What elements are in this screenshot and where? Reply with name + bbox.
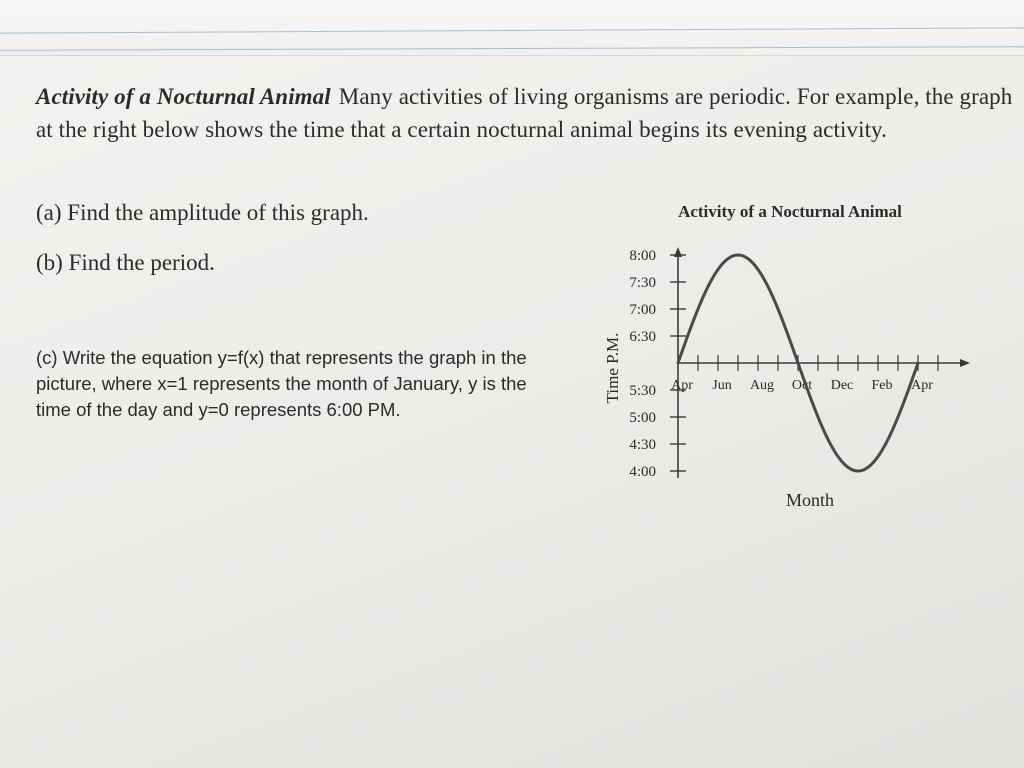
question-c: (c) Write the equation y=f(x) that represents the graph in the picture, where x=1 represents the month of January, y is the time of the day and y=0 represents 6:00 PM. xyxy=(36,347,527,420)
chart-title: Activity of a Nocturnal Animal xyxy=(678,202,902,221)
x-tick-label: Jun xyxy=(712,378,732,393)
y-tick-label: 7:00 xyxy=(629,302,656,318)
y-tick-label: 6:30 xyxy=(629,329,656,345)
x-tick-label: Dec xyxy=(830,378,854,393)
y-tick-label: 8:00 xyxy=(629,248,656,264)
x-tick-label: Apr xyxy=(671,378,693,393)
x-tick-label: Oct xyxy=(791,378,813,393)
x-axis-arrow xyxy=(960,359,970,367)
x-tick-label: Apr xyxy=(911,378,933,393)
x-axis-label: Month xyxy=(785,490,834,510)
problem-intro xyxy=(36,80,1021,146)
y-tick-label: 5:30 xyxy=(629,383,656,399)
question-a: (a) Find the amplitude of this graph. xyxy=(36,200,369,225)
problem-intro-text: Many activities of living organisms are periodic. For example, the graph at the right below shows the time that a certain nocturnal animal begins its evening activity. xyxy=(36,84,1013,142)
y-tick-label: 7:30 xyxy=(629,275,656,291)
y-tick-label: 4:30 xyxy=(629,437,656,453)
x-tick-label: Aug xyxy=(749,378,775,393)
x-tick-label: Feb xyxy=(871,378,893,393)
y-tick-label: 5:00 xyxy=(629,410,656,426)
problem-title: Activity of a Nocturnal Animal xyxy=(36,84,331,109)
y-tick-label: 4:00 xyxy=(629,464,656,480)
activity-chart xyxy=(560,230,980,490)
question-b: (b) Find the period. xyxy=(36,250,215,275)
y-axis-label: Time P.M. xyxy=(603,332,622,404)
